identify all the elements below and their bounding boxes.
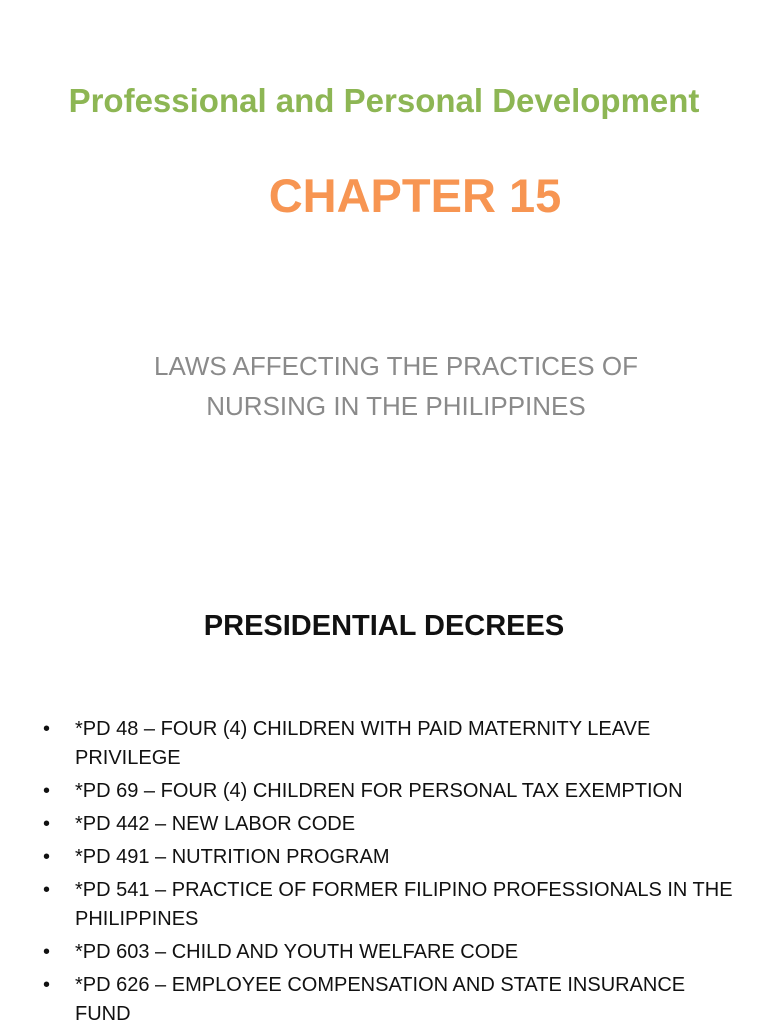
list-item (0, 810, 768, 839)
decree-text: *PD 69 – FOUR (4) CHILDREN FOR PERSONAL TAX EXEMPTION (75, 780, 683, 802)
list-item (0, 843, 768, 872)
bullet-icon: • (43, 718, 51, 740)
decree-list (0, 715, 768, 1033)
list-item (0, 876, 768, 934)
decree-text: *PD 48 – FOUR (4) CHILDREN WITH PAID MATERNITY LEAVE PRIVILEGE (75, 718, 651, 769)
bullet-icon: • (43, 974, 51, 996)
decree-text: *PD 541 – PRACTICE OF FORMER FILIPINO PROFESSIONALS IN THE PHILIPPINES (75, 879, 733, 930)
list-item (0, 777, 768, 806)
decree-text: *PD 442 – NEW LABOR CODE (75, 813, 356, 835)
subtitle-line-1: LAWS AFFECTING THE PRACTICES OF (154, 351, 638, 381)
decree-text: *PD 603 – CHILD AND YOUTH WELFARE CODE (75, 941, 519, 963)
list-item (0, 715, 768, 773)
bullet-icon: • (43, 941, 51, 963)
bullet-icon: • (43, 846, 51, 868)
decree-text: *PD 626 – EMPLOYEE COMPENSATION AND STATE INSURANCE FUND (75, 974, 686, 1025)
chapter-subtitle (0, 346, 768, 426)
decree-text: *PD 491 – NUTRITION PROGRAM (75, 846, 390, 868)
section-title: PRESIDENTIAL DECREES (203, 610, 565, 642)
subject-title: Professional and Personal Development (68, 82, 700, 119)
decrees-slide (0, 560, 768, 1024)
bullet-icon: • (43, 780, 51, 802)
bullet-icon: • (43, 813, 51, 835)
list-item (0, 938, 768, 967)
list-item (0, 971, 768, 1029)
subtitle-line-2: NURSING IN THE PHILIPPINES (206, 391, 586, 421)
chapter-title: CHAPTER 15 (268, 169, 562, 222)
bullet-icon: • (43, 879, 51, 901)
